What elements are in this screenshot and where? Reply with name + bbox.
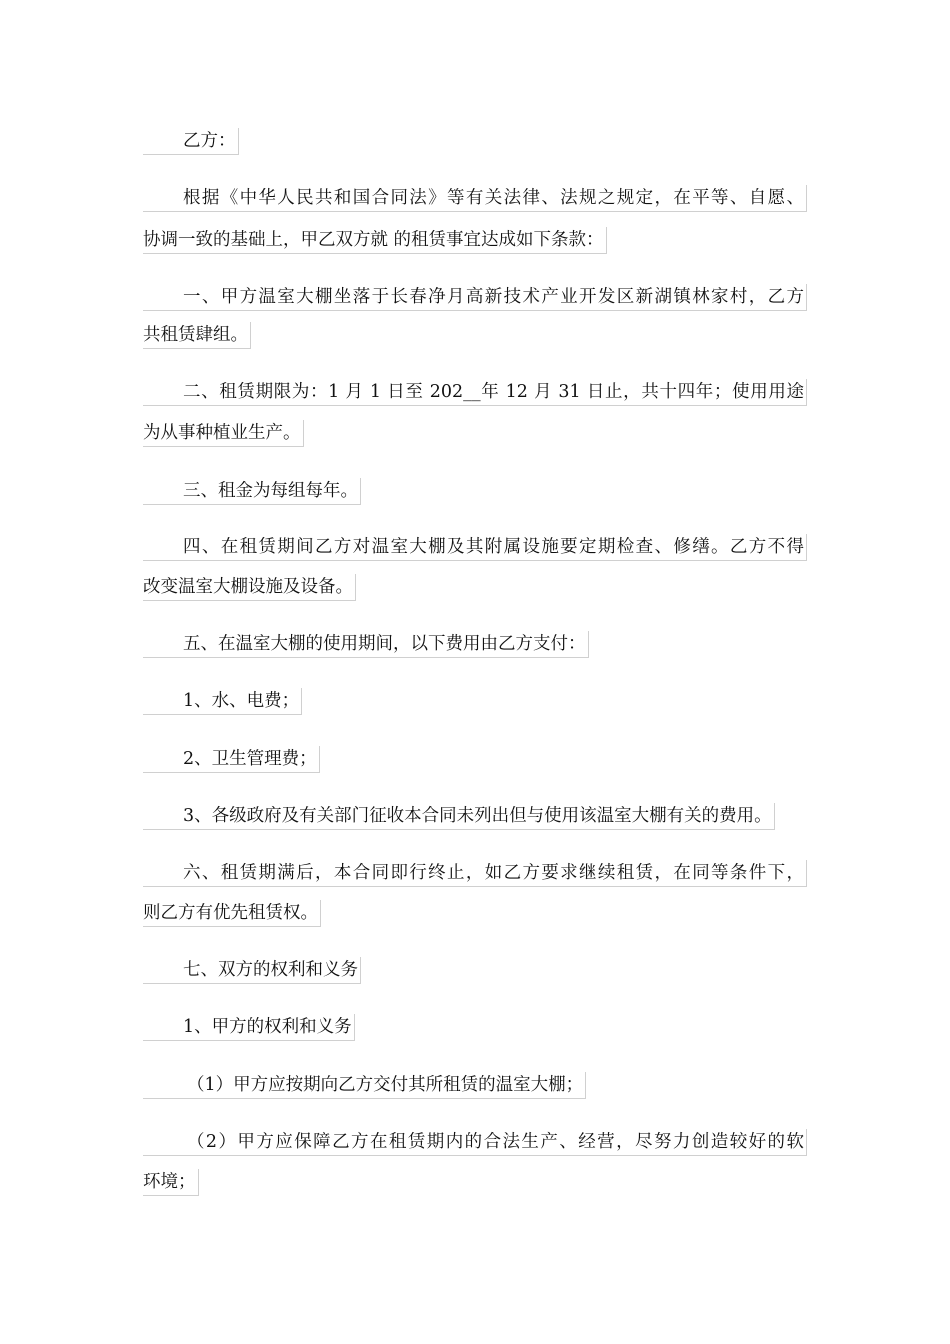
clause-2-line-1: 二、租赁期限为：1 月 1 日至 202__年 12 月 31 日止，共十四年；使用用途 [143,379,807,406]
clause-4-line-1: 四、在租赁期间乙方对温室大棚及其附属设施要定期检查、修缮。乙方不得 [143,534,807,561]
party-a-rights-heading: 1、甲方的权利和义务 [143,1014,355,1041]
clause-4-line-2: 改变温室大棚设施及设备。 [143,574,356,601]
fee-item-1: 1、水、电费； [143,688,302,715]
preamble-line-2: 协调一致的基础上，甲乙双方就 的租赁事宜达成如下条款： [143,227,607,254]
fee-item-3: 3、各级政府及有关部门征收本合同未列出但与使用该温室大棚有关的费用。 [143,803,775,830]
clause-1-line-1: 一、甲方温室大棚坐落于长春净月高新技术产业开发区新湖镇林家村，乙方 [143,284,807,311]
clause-2-line-2: 为从事种植业生产。 [143,420,304,447]
preamble-line-1: 根据《中华人民共和国合同法》等有关法律、法规之规定，在平等、自愿、 [143,185,807,212]
party-a-item-1: （1）甲方应按期向乙方交付其所租赁的温室大棚； [143,1072,586,1099]
clause-6-line-1: 六、租赁期满后，本合同即行终止，如乙方要求继续租赁，在同等条件下， [143,860,807,887]
clause-5-line: 五、在温室大棚的使用期间，以下费用由乙方支付： [143,631,589,658]
party-b-line: 乙方： [143,128,239,155]
clause-7-heading: 七、双方的权利和义务 [143,957,361,984]
party-a-item-2-line-1: （2）甲方应保障乙方在租赁期内的合法生产、经营，尽努力创造较好的软 [143,1129,807,1156]
fee-item-2: 2、卫生管理费； [143,746,320,773]
clause-6-line-2: 则乙方有优先租赁权。 [143,900,321,927]
clause-3-line: 三、租金为每组每年。 [143,478,361,505]
clause-1-line-2: 共租赁肆组。 [143,322,251,349]
party-a-item-2-line-2: 环境； [143,1169,199,1196]
